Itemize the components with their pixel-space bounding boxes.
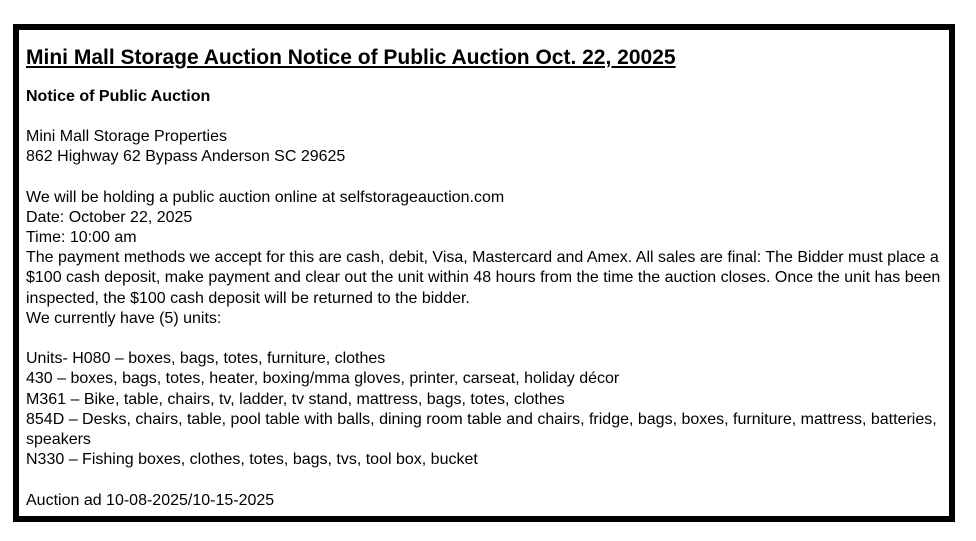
auction-date: Date: October 22, 2025 xyxy=(26,208,193,226)
spacer xyxy=(26,470,949,490)
ad-dates: Auction ad 10-08-2025/10-15-2025 xyxy=(26,491,275,509)
unit-item: N330 – Fishing boxes, clothes, totes, bags, tvs, tool box, bucket xyxy=(26,451,478,469)
notice-subtitle: Notice of Public Auction xyxy=(26,88,211,105)
payment-terms: The payment methods we accept for this are cash, debit, Visa, Mastercard and Amex. All sales are final: The Bidder must place a $100 cash deposit, make payment and clear out the unit within 48 hours from the time the auction closes. Once the unit has been inspected, the $100 cash deposit will be returned to the bidder. xyxy=(26,249,941,307)
spacer xyxy=(26,329,949,349)
units-intro: We currently have (5) units: xyxy=(26,309,222,327)
unit-item: 854D – Desks, chairs, table, pool table with balls, dining room table and chairs, fridge, bags, boxes, furniture, mattress, batteries, speakers xyxy=(26,410,937,449)
auction-notice-frame xyxy=(13,24,955,522)
company-address: 862 Highway 62 Bypass Anderson SC 29625 xyxy=(26,148,346,166)
unit-item: 430 – boxes, bags, totes, heater, boxing/mma gloves, printer, carseat, holiday décor xyxy=(26,370,620,388)
auction-time: Time: 10:00 am xyxy=(26,229,137,246)
auction-intro: We will be holding a public auction online at selfstorageauction.com xyxy=(26,188,505,206)
unit-item: M361 – Bike, table, chairs, tv, ladder, tv stand, mattress, bags, totes, clothes xyxy=(26,390,565,408)
spacer xyxy=(26,107,949,127)
unit-item: Units- H080 – boxes, bags, totes, furniture, clothes xyxy=(26,350,386,368)
notice-title: Mini Mall Storage Auction Notice of Public Auction Oct. 22, 20025 xyxy=(26,46,676,69)
spacer xyxy=(26,167,949,187)
company-name: Mini Mall Storage Properties xyxy=(26,128,227,145)
units-list xyxy=(26,349,949,470)
